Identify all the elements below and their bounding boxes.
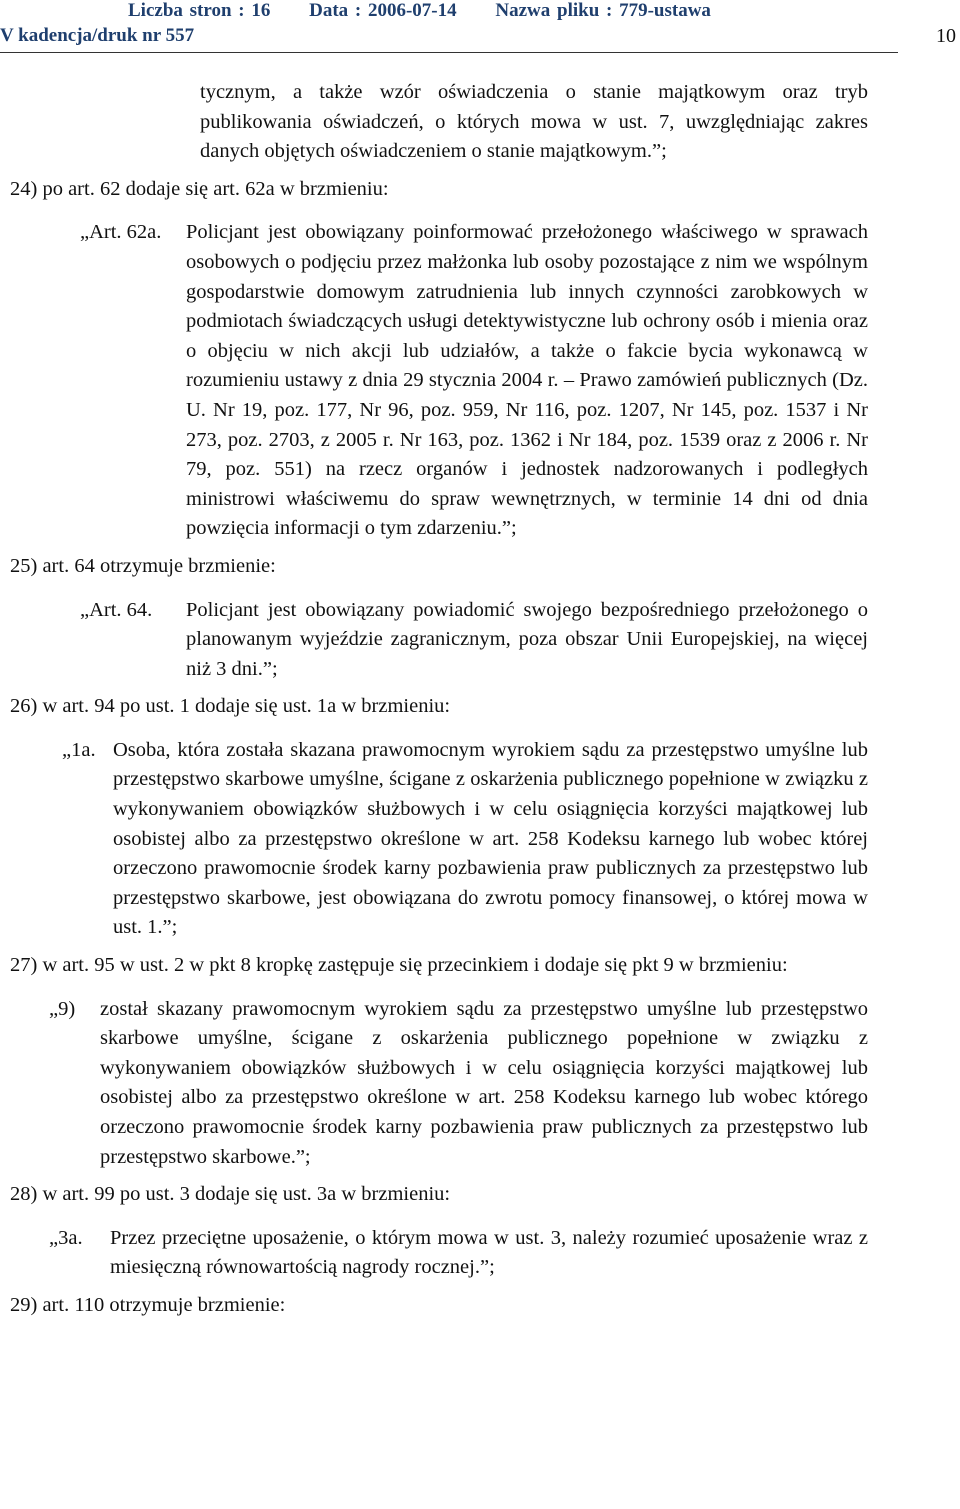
page-number: 10 <box>936 25 956 47</box>
article-62a-label: „Art. 62a. <box>80 221 162 244</box>
header-filename: Nazwa pliku : 779-ustawa <box>495 0 711 21</box>
item-24: 24) po art. 62 dodaje się art. 62a w brzmieniu: <box>10 177 389 200</box>
article-64 <box>80 596 868 685</box>
article-64-label: „Art. 64. <box>80 598 153 621</box>
article-62a-text: Policjant jest obowiązany poinformować przełożonego właściwego w sprawach osobowych o podjęciu przez małżonka lub osoby pozostające z nim we wspólnym gospodarstwie domowym zatrudnienia lub innych czynności zarobkowych w podmiotach świadczących usługi detektywistyczne lub ochrony osób i mienia oraz o objęciu w nich akcji lub udziałów, a także o fakcie bycia wykonawcą w rozumieniu ustawy z dnia 29 stycznia 2004 r. – Prawo zamówień publicznych (Dz. U. Nr 19, poz. 177, Nr 96, poz. 959, Nr 116, poz. 1207, Nr 145, poz. 1537 i Nr 273, poz. 2703, z 2005 r. Nr 163, poz. 1362 i Nr 184, poz. 1539 oraz z 2006 r. Nr 79, poz. 551) na rzecz organów i jednostek nadzorowanych i podległych ministrowi właściwemu do spraw wewnętrznych, w terminie 14 dni od dnia powzięcia informacji o tym zdarzeniu.”; <box>186 221 868 540</box>
item-27 <box>10 951 908 981</box>
header-divider <box>0 52 898 53</box>
item-25: 25) art. 64 otrzymuje brzmienie: <box>10 554 276 577</box>
item-26: 26) w art. 94 po ust. 1 dodaje się ust. 1a w brzmieniu: <box>10 695 451 718</box>
section-1a-text: Osoba, która została skazana prawomocnym wyrokiem sądu za przestępstwo umyślne lub przestępstwo skarbowe umyślne, ścigane z oskarżenia publicznego popełnione w związku z wykonywaniem obowiązków służbowych i w celu osiągnięcia korzyści majątkowej lub osobistej albo za przestępstwo określone w art. 258 Kodeksu karnego lub wobec której orzeczono prawomocnie środek karny pozbawienia praw publicznych za przestępstwo lub przestępstwo skarbowe, jest obowiązana do zwrotu pomocy finansowej, o której mowa w ust. 1.”; <box>113 738 868 939</box>
item-28: 28) w art. 99 po ust. 3 dodaje się ust. 3a w brzmieniu: <box>10 1183 451 1206</box>
article-64-text: Policjant jest obowiązany powiadomić swojego bezpośredniego przełożonego o planowanym wyjeździe zagranicznym, poza obszar Unii Europejskiej, na więcej niż 3 dni.”; <box>186 598 868 680</box>
header-page-count: Liczba stron : 16 <box>128 0 271 21</box>
header-date: Data : 2006-07-14 <box>309 0 457 21</box>
header-meta <box>128 0 711 22</box>
intro-paragraph: tycznym, a także wzór oświadczenia o stanie majątkowym oraz tryb publikowania oświadczeń, o których mowa w ust. 7, uwzględniając zakres danych objętych oświadczeniem o stanie majątkowym.”; <box>200 81 868 163</box>
item-27-text: 27) w art. 95 w ust. 2 w pkt 8 kropkę zastępuje się przecinkiem i dodaje się pkt 9 w brzmieniu: <box>10 954 788 977</box>
section-1a <box>62 736 868 943</box>
item-29: 29) art. 110 otrzymuje brzmienie: <box>10 1293 286 1316</box>
header-cadence: V kadencja/druk nr 557 <box>0 25 195 46</box>
section-3a-text: Przez przeciętne uposażenie, o którym mowa w ust. 3, należy rozumieć uposażenie wraz z miesięczną równowartością nagrody rocznej.”; <box>110 1226 868 1279</box>
point-9-text: został skazany prawomocnym wyrokiem sądu za przestępstwo umyślne lub przestępstwo skarbowe umyślne, ścigane z oskarżenia publicznego popełnione w związku z wykonywaniem obowiązków służbowych i w celu osiągnięcia korzyści majątkowej lub osobistej albo za przestępstwo określone w art. 258 Kodeksu karnego lub wobec którego orzeczono prawomocnie środek karny pozbawienia praw publicznych za przestępstwo lub przestępstwo skarbowe.”; <box>100 997 868 1168</box>
section-1a-label: „1a. <box>62 738 96 761</box>
section-3a-label: „3a. <box>49 1226 83 1249</box>
point-9-label: „9) <box>49 997 76 1020</box>
article-62a <box>80 218 868 544</box>
document-body <box>0 78 930 1321</box>
section-3a <box>49 1224 868 1283</box>
page-header <box>0 0 960 54</box>
point-9 <box>49 995 868 1173</box>
